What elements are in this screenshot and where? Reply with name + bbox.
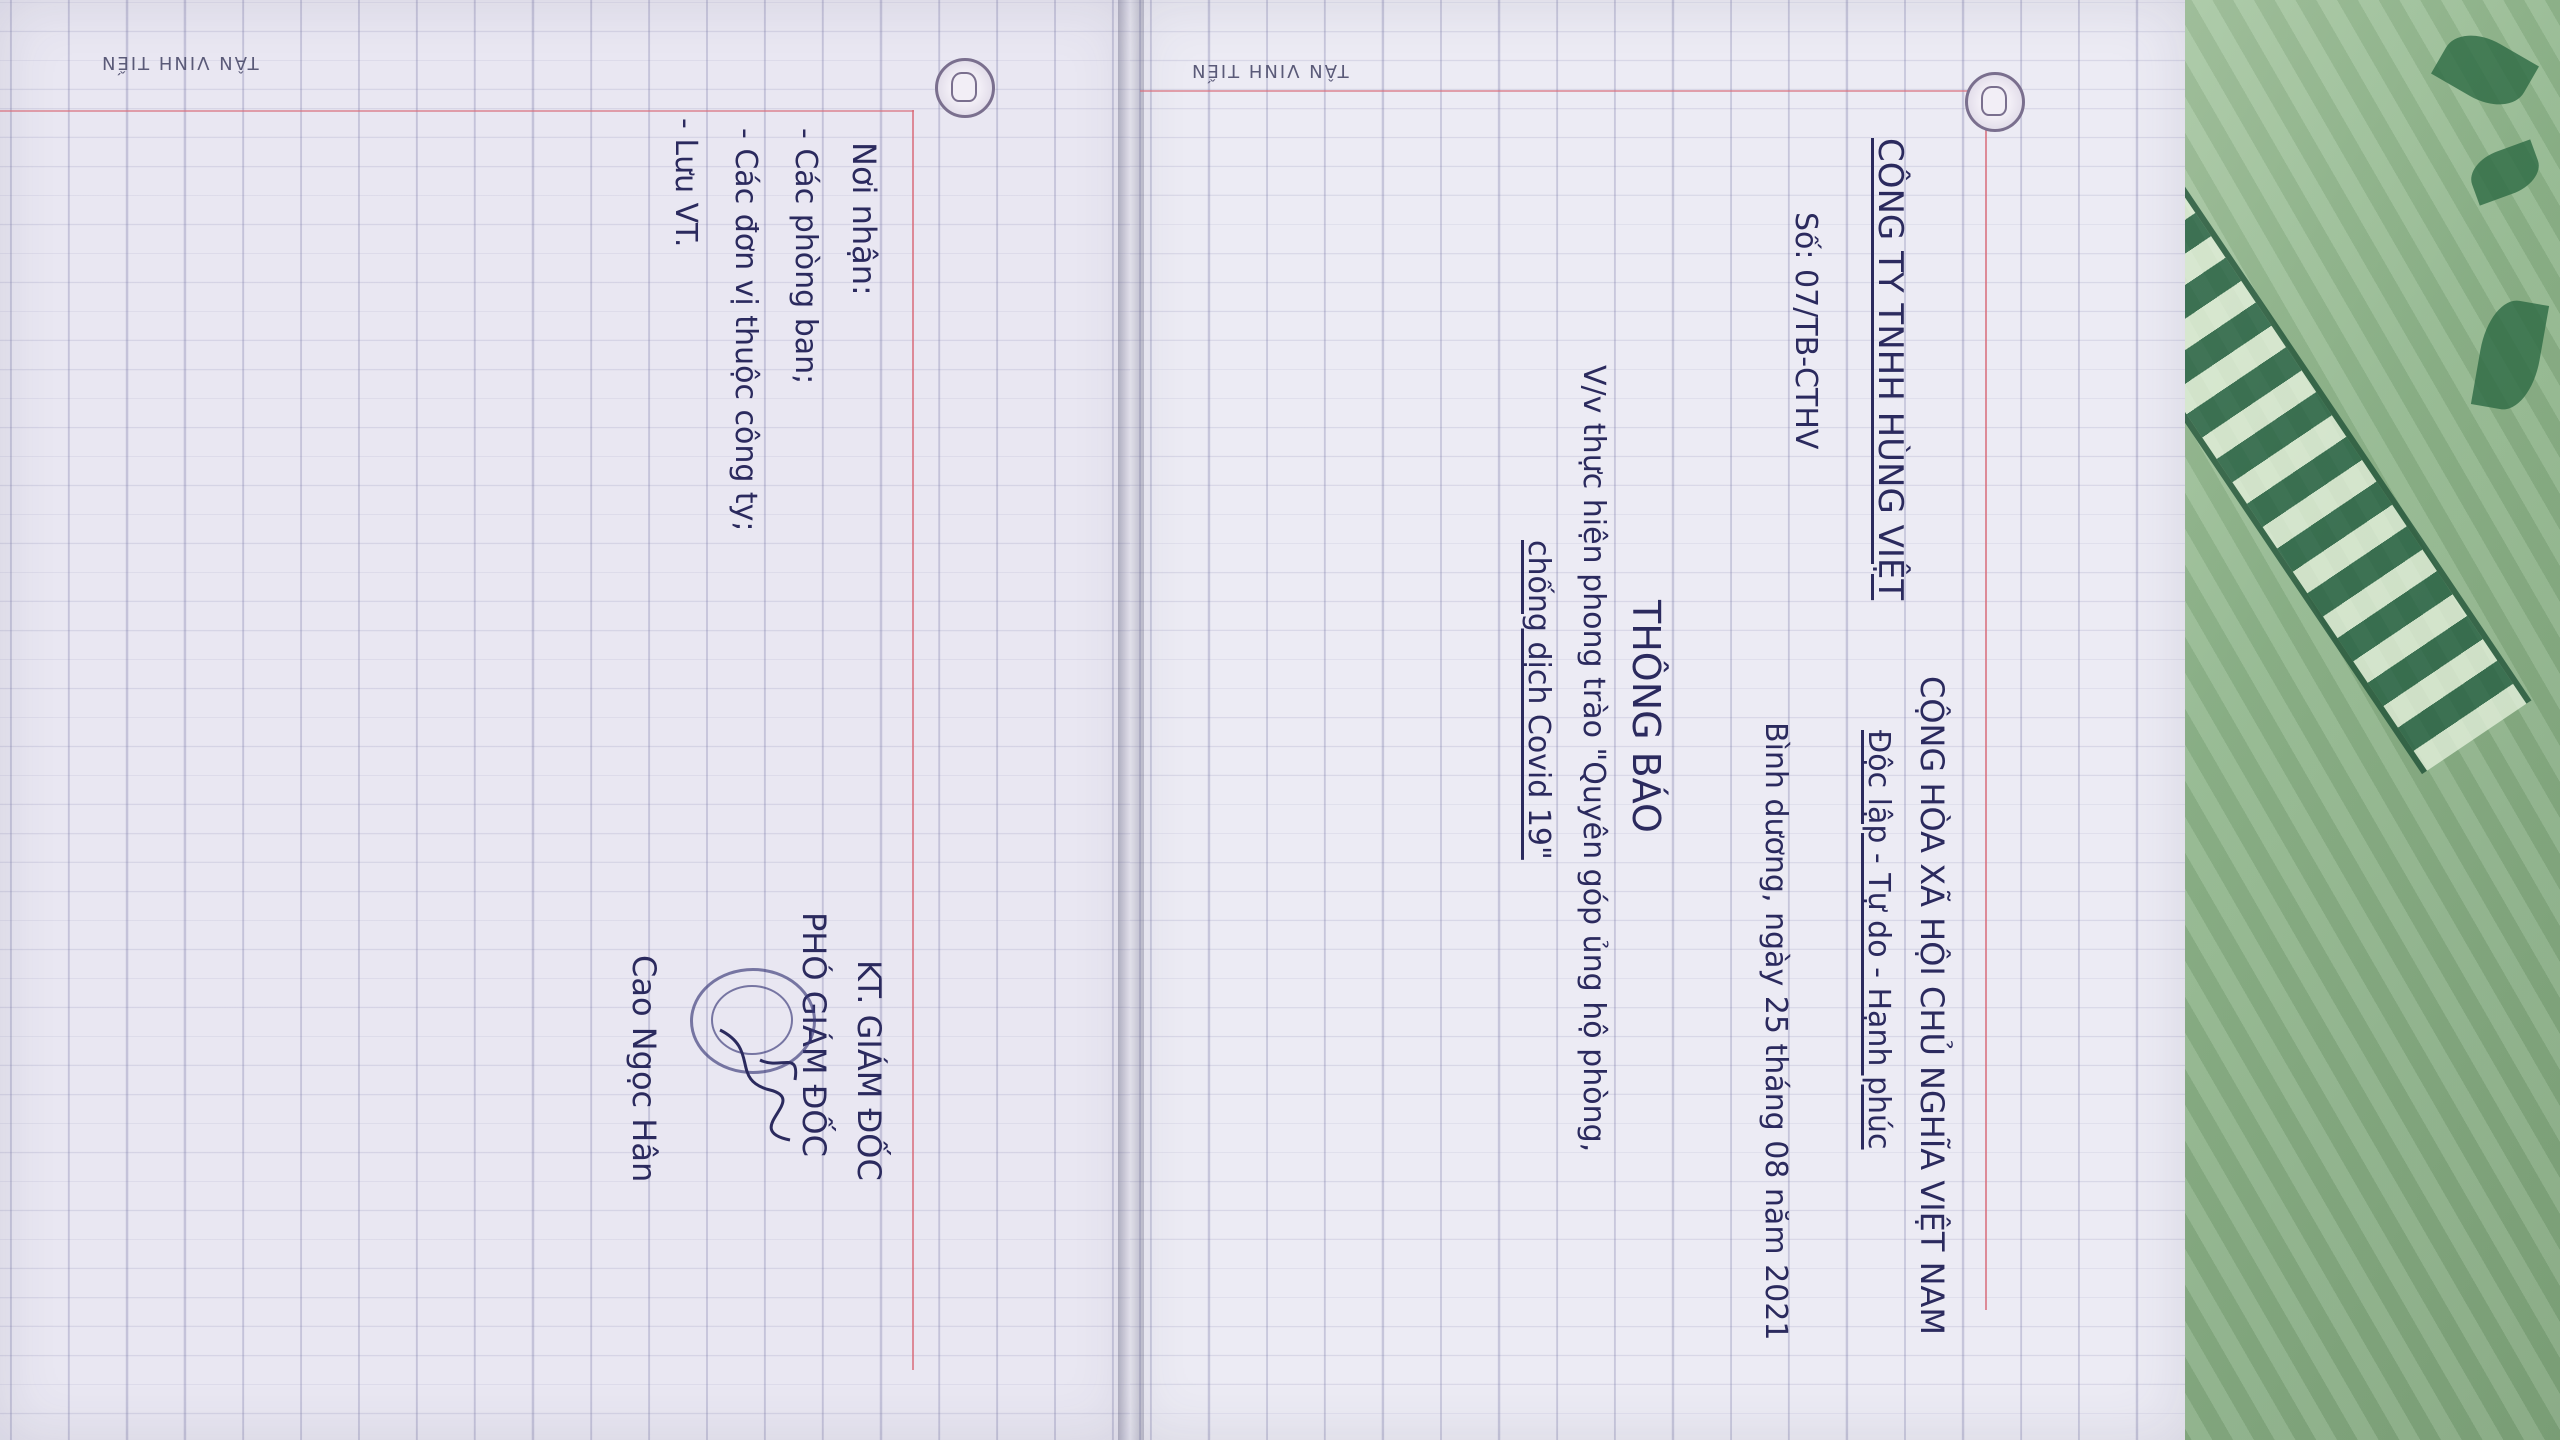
notebook-logo-icon: [1965, 72, 2025, 132]
notebook-logo-icon: [935, 58, 995, 118]
recipient-item: - Các đơn vị thuộc công ty;: [728, 128, 763, 532]
right-page-margin-line: [1985, 90, 1987, 1310]
recipient-item: - Lưu VT.: [668, 118, 703, 248]
country-header: CỘNG HÒA XÃ HỘI CHỦ NGHĨA VIỆT NAM: [1913, 676, 1951, 1336]
left-page-margin-line: [912, 110, 914, 1370]
notebook-left-page: [0, 0, 1130, 1440]
notebook-spine: [1118, 0, 1144, 1440]
national-motto: Độc lập - Tự do - Hạnh phúc: [1861, 730, 1896, 1150]
company-name: CÔNG TY TNHH HÙNG VIỆT: [1870, 138, 1910, 601]
left-page-top-margin-line: [0, 110, 914, 112]
signer-on-behalf: KT. GIÁM ĐỐC: [850, 960, 888, 1181]
notebook-brand-left: TÂN VINH TIẾN: [100, 52, 259, 73]
document-type-title: THÔNG BÁO: [1624, 600, 1668, 833]
recipients-title: Nơi nhận:: [845, 142, 883, 296]
signer-title: PHÓ GIÁM ĐỐC: [795, 912, 833, 1157]
recipient-item: - Các phòng ban;: [788, 128, 823, 385]
document-number: Số: 07/TB-CTHV: [1788, 212, 1823, 450]
signer-name: Cao Ngọc Hân: [625, 955, 663, 1183]
place-and-date: Bình dương, ngày 25 tháng 08 năm 2021: [1758, 722, 1793, 1341]
subject-line-2: chống dịch Covid 19": [1521, 540, 1556, 860]
handwritten-signature: [700, 1020, 820, 1160]
subject-line-1: V/v thực hiện phong trào "Quyên góp ủng hộ phòng,: [1576, 365, 1611, 1153]
right-page-top-margin-line: [1140, 90, 1987, 92]
notebook-brand-right: TÂN VINH TIẾN: [1190, 60, 1349, 81]
